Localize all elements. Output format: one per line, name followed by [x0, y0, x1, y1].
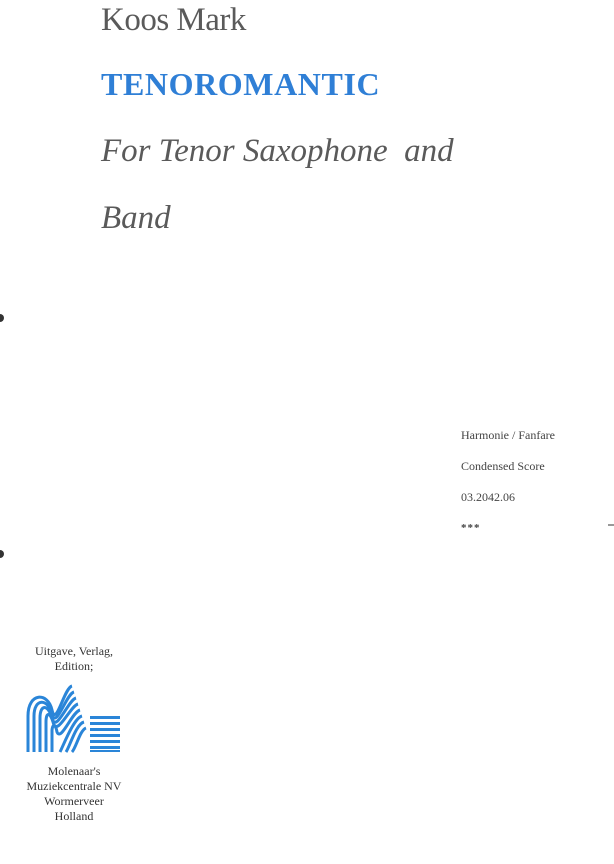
- piece-title: TENOROMANTIC: [101, 66, 381, 102]
- subtitle-line-2: Band: [101, 200, 171, 236]
- score-details: [461, 426, 555, 550]
- punch-hole-top: [0, 314, 4, 322]
- publisher-city: Wormerveer: [44, 794, 104, 808]
- subtitle-line-1: For Tenor Saxophone and: [101, 133, 454, 169]
- publisher-name-line-2: Muziekcentrale NV: [26, 779, 122, 793]
- publisher-block: [14, 644, 134, 824]
- molenaar-logo-icon: [26, 682, 122, 754]
- publisher-label-line-2: Edition;: [54, 659, 94, 673]
- publisher-label-line-1: Uitgave, Verlag,: [34, 644, 114, 658]
- publisher-label: [14, 644, 134, 674]
- ensemble-type: Harmonie / Fanfare: [461, 428, 555, 442]
- composer-name: Koos Mark: [101, 2, 246, 38]
- difficulty-rating: ***: [461, 522, 481, 534]
- punch-hole-bottom: [0, 550, 4, 558]
- score-type: Condensed Score: [461, 459, 545, 473]
- edge-mark: [608, 524, 614, 526]
- catalog-number: 03.2042.06: [461, 490, 515, 504]
- publisher-address: [14, 764, 134, 824]
- publisher-name-line-1: Molenaar's: [47, 764, 101, 778]
- publisher-country: Holland: [54, 809, 94, 823]
